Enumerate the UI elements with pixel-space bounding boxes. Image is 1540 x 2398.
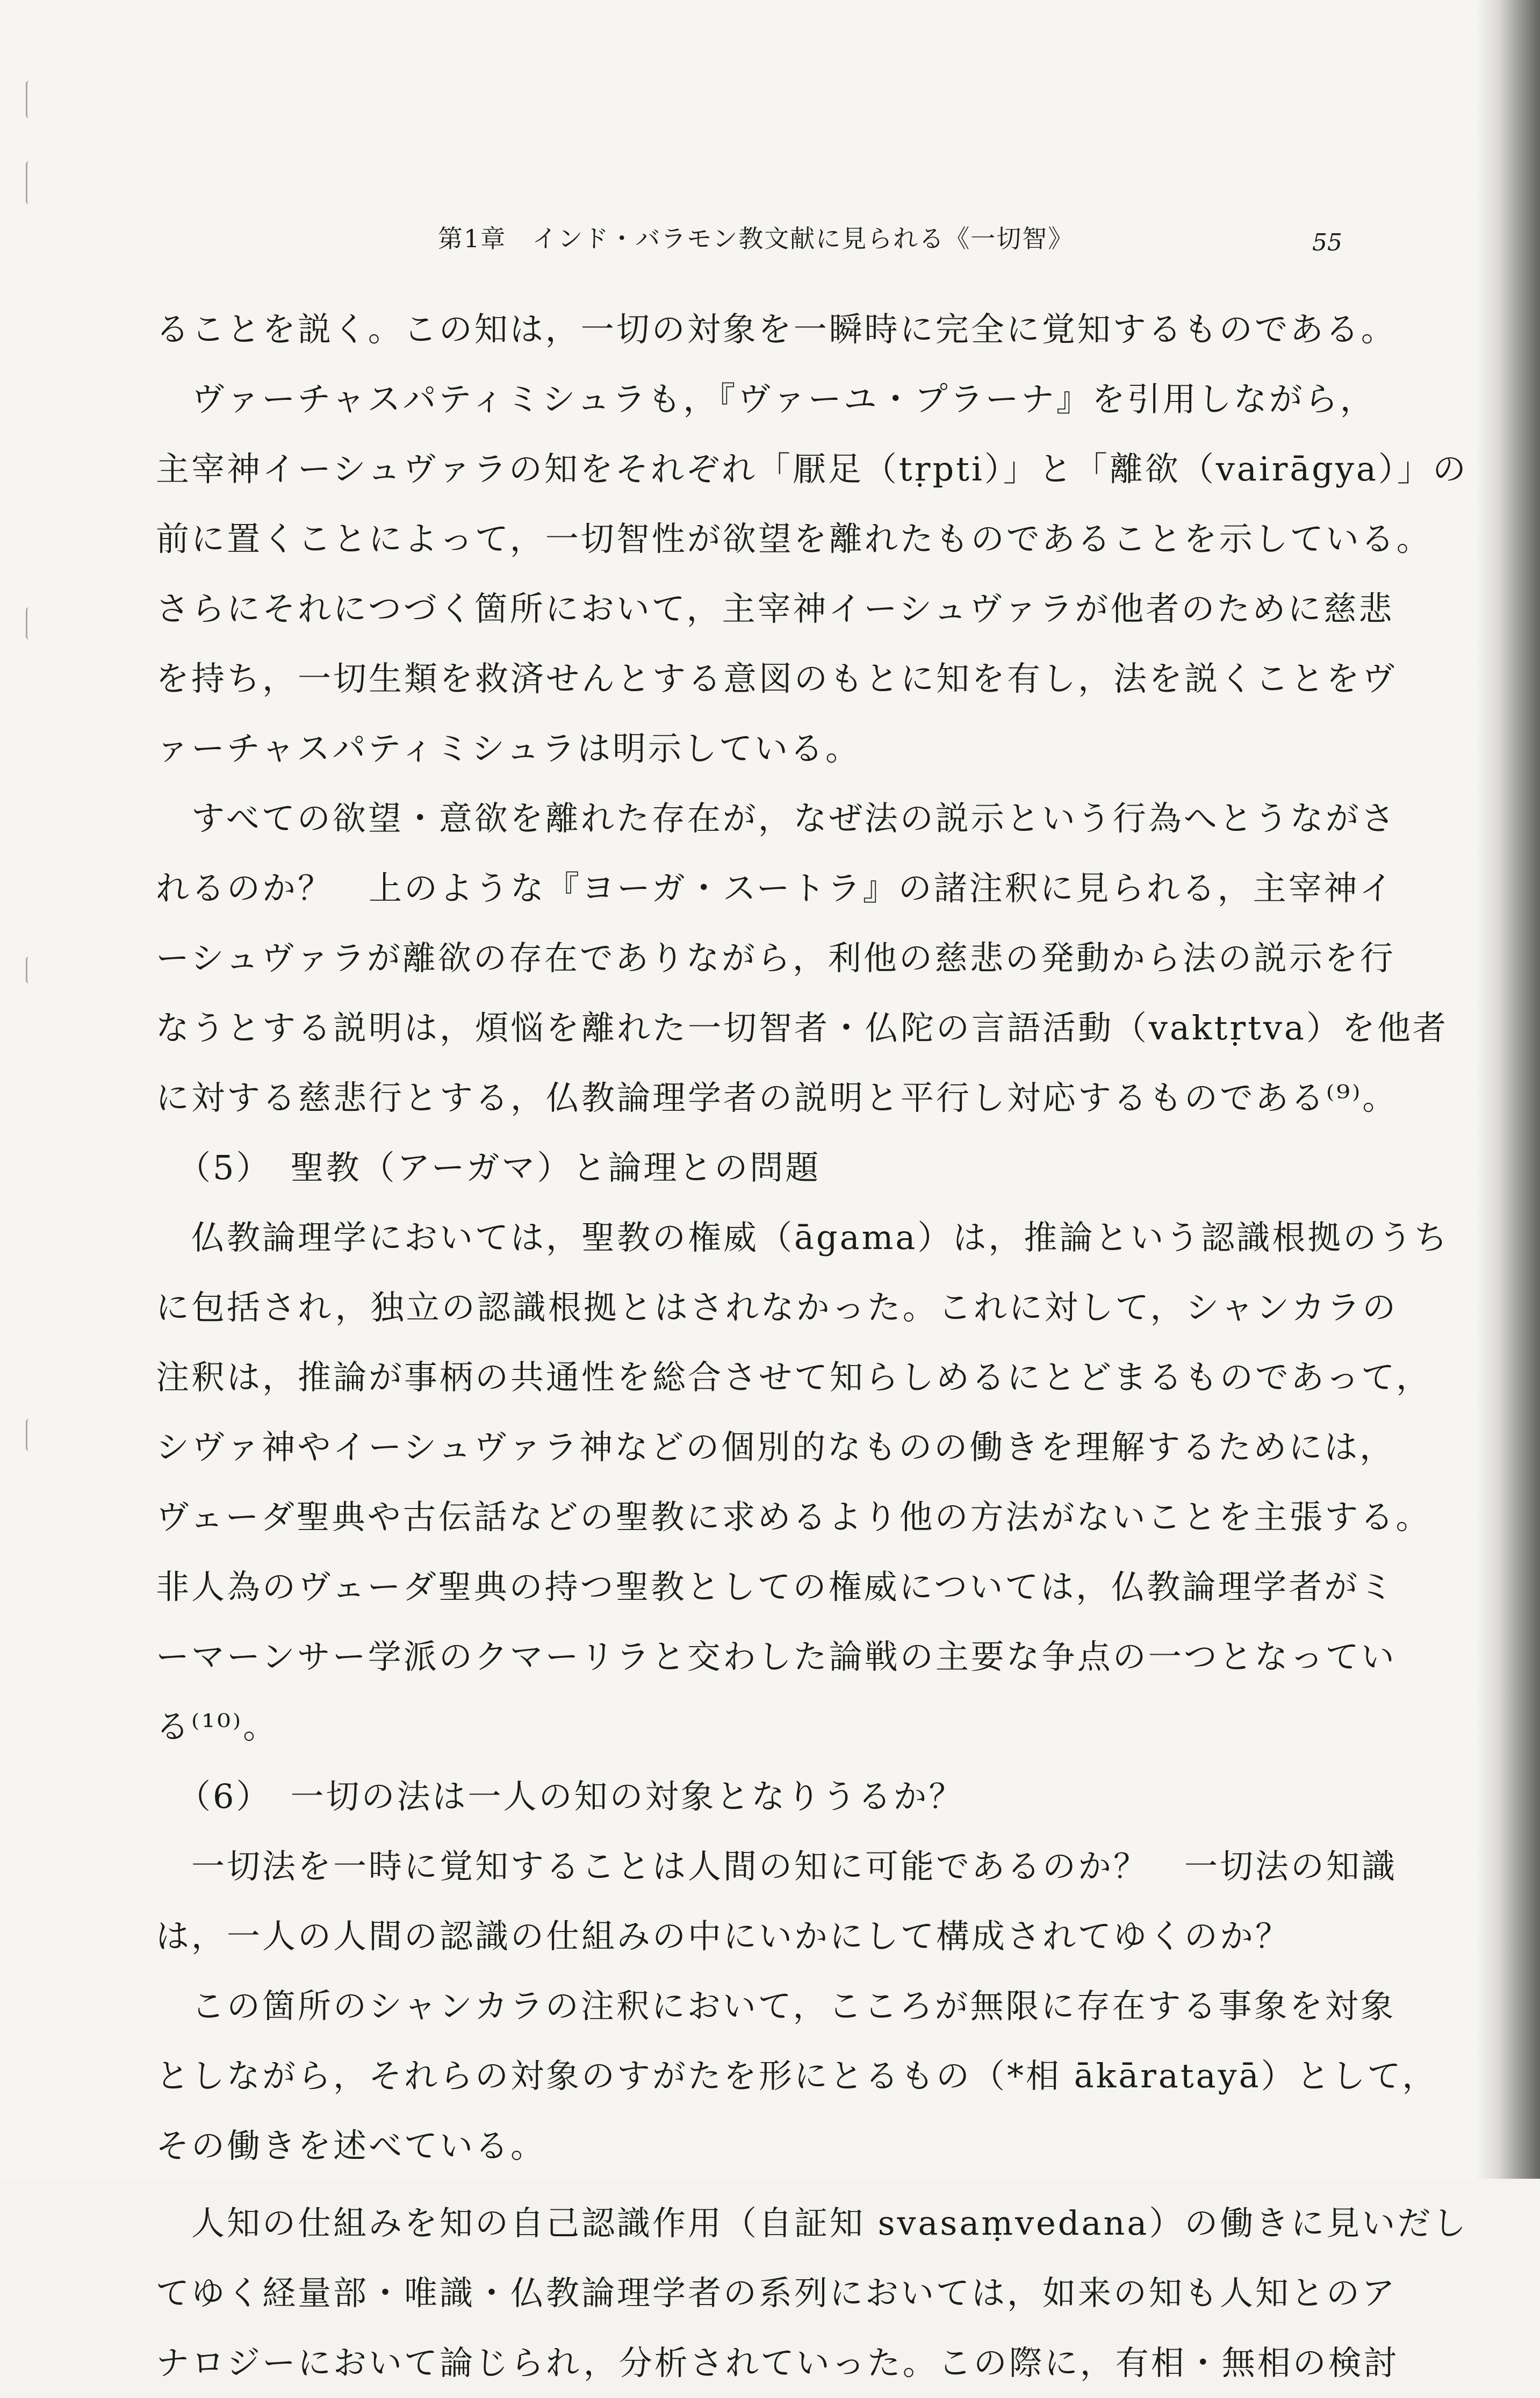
text-line: 非人為のヴェーダ聖典の持つ聖教としての権威については，仏教論理学者がミ xyxy=(156,1567,1395,1606)
scan-spine-shadow xyxy=(1476,0,1540,2179)
text-line: シヴァ神やイーシュヴァラ神などの個別的なものの働きを理解するためには， xyxy=(156,1427,1395,1467)
text-line: としながら，それらの対象のすがたを形にとるもの（*相 ākāratayā）として， xyxy=(156,2056,1438,2095)
text-line: ァーチャスパティミシュラは明示している。 xyxy=(156,729,861,768)
text-line: なうとする説明は，煩悩を離れた一切智者・仏陀の言語活動（vaktṛtva）を他者 xyxy=(156,1008,1449,1047)
paragraph-gap xyxy=(156,2181,1381,2188)
text-line: ヴァーチャスパティミシュラも，『ヴァーユ・プラーナ』を引用しながら， xyxy=(156,379,1376,419)
text-line: 一切法を一時に覚知することは人間の知に可能であるのか？ 一切法の知識 xyxy=(156,1847,1398,1886)
text-line: てゆく経量部・唯識・仏教論理学者の系列においては，如来の知も人知とのア xyxy=(156,2273,1398,2313)
page-number: 55 xyxy=(1312,229,1342,256)
text-line: ーマーンサー学派のクマーリラと交わした論戦の主要な争点の一つとなってい xyxy=(156,1637,1397,1676)
binding-mark xyxy=(26,957,33,983)
section-heading-6: （6） 一切の法は一人の知の対象となりうるか？ xyxy=(177,1777,965,1816)
text-line: 前に置くことによって，一切智性が欲望を離れたものであることを示している。 xyxy=(156,519,1432,558)
text-line: 人知の仕組みを知の自己認識作用（自証知 svasaṃvedana）の働きに見いだし xyxy=(156,2203,1469,2243)
text-line: 注釈は，推論が事柄の共通性を総合させて知らしめるにとどまるものであって， xyxy=(156,1358,1432,1397)
text-line: ることを説く。この知は，一切の対象を一瞬時に完全に覚知するものである。 xyxy=(156,310,1397,349)
text-line: に包括され，独立の認識根拠とはされなかった。これに対して，シャンカラの xyxy=(156,1288,1398,1327)
text-line: その働きを述べている。 xyxy=(156,2126,546,2165)
body-text xyxy=(156,295,1469,2398)
text-line: る⁽¹⁰⁾。 xyxy=(156,1707,279,1746)
text-line: さらにそれにつづく箇所において，主宰神イーシュヴァラが他者のために慈悲 xyxy=(156,589,1394,628)
text-line: れるのか？ 上のような『ヨーガ・スートラ』の諸注釈に見られる，主宰神イ xyxy=(156,868,1395,908)
binding-mark xyxy=(26,607,33,640)
binding-mark xyxy=(26,1419,33,1451)
text-line: は，一人の人間の認識の仕組みの中にいかにして構成されてゆくのか？ xyxy=(156,1916,1291,1956)
text-line: 主宰神イーシュヴァラの知をそれぞれ「厭足（tṛpti）」と「離欲（vairāgya）」の xyxy=(156,449,1468,489)
text-line: ーシュヴァラが離欲の存在でありながら，利他の慈悲の発動から法の説示を行 xyxy=(156,938,1395,978)
page-header xyxy=(0,215,1540,258)
text-line: 仏教論理学においては，聖教の権威（āgama）は，推論という認識根拠のうち xyxy=(156,1218,1450,1257)
text-line: を持ち，一切生類を救済せんとする意図のもとに知を有し，法を説くことをヴ xyxy=(156,659,1398,698)
text-line: すべての欲望・意欲を離れた存在が，なぜ法の説示という行為へとうながさ xyxy=(156,799,1397,838)
text-line: ヴェーダ聖典や古伝話などの聖教に求めるより他の方法がないことを主張する。 xyxy=(156,1497,1431,1537)
text-line: ナロジーにおいて論じられ，分析されていった。この際に，有相・無相の検討 xyxy=(156,2343,1399,2382)
binding-mark xyxy=(26,81,33,118)
text-line: この箇所のシャンカラの注釈において，こころが無限に存在する事象を対象 xyxy=(156,1986,1396,2026)
section-heading-5: （5） 聖教（アーガマ）と論理との問題 xyxy=(177,1148,821,1187)
binding-mark xyxy=(26,161,33,204)
running-title: 第1章 インド・バラモン教文献に見られる《一切智》 xyxy=(438,224,1074,253)
text-line: に対する慈悲行とする，仏教論理学者の説明と平行し対応するものである⁽⁹⁾。 xyxy=(156,1078,1398,1117)
